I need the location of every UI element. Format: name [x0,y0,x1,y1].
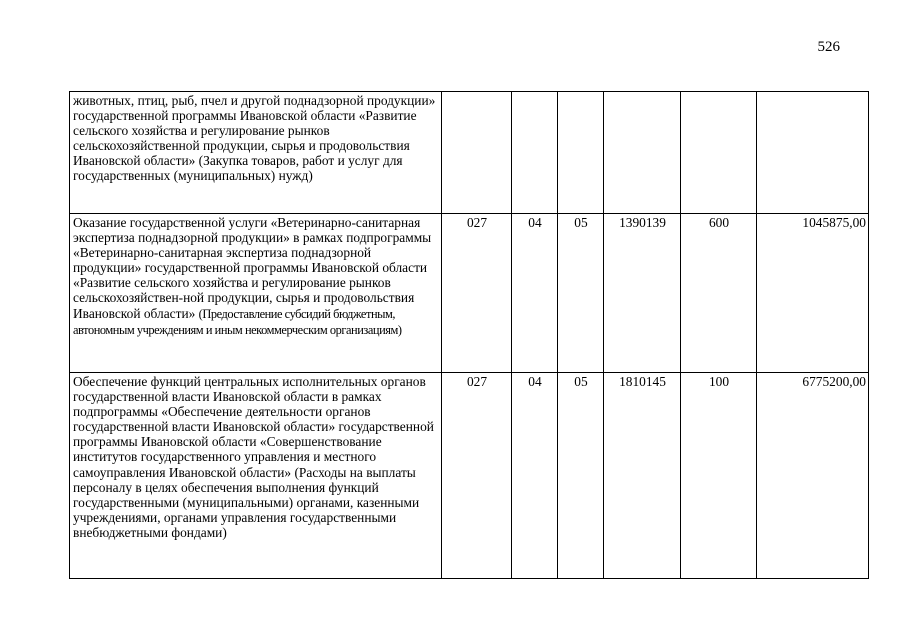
table-row [70,373,869,579]
description-note: (Предоставление субсидий бюджетным, автономным учреждениям и иным некоммерческим организациям) [73,306,402,337]
description-text: животных, птиц, рыб, пчел и другой поднадзорной продукции» государственной программы Ивановской области «Развитие сельского хозяйства и регулирование рынков сельскохозяйственной продукции, сырья и продовольствия Ивановской области» (Закупка товаров, работ и услуг для государственных (муниципальных) нужд) [73,93,436,184]
row-description [70,214,442,373]
table-row [70,92,869,214]
expense-type-cell: 100 [681,373,757,579]
section-code-cell: 04 [512,214,558,373]
expense-type-cell: 600 [681,214,757,373]
budget-table [69,91,869,579]
page-number: 526 [817,39,840,55]
row-description [70,373,442,579]
expense-type-cell [681,92,757,214]
row-description [70,92,442,214]
subsection-code-cell: 05 [558,373,604,579]
target-article-cell: 1390139 [604,214,681,373]
target-article-cell: 1810145 [604,373,681,579]
ministry-code-cell [442,92,512,214]
amount-cell: 6775200,00 [757,373,869,579]
table-row [70,214,869,373]
ministry-code-cell: 027 [442,214,512,373]
amount-cell [757,92,869,214]
description-text: Оказание государственной услуги «Ветеринарно-санитарная экспертиза поднадзорной продукции» в рамках подпрограммы «Ветеринарно-санитарная экспертиза поднадзорной продукции» государственной программы Ивановской области «Развитие сельского хозяйства и регулирование рынков сельскохозяйствен-ной продукции, сырья и продовольствия Ивановской области» [73,215,432,321]
amount-cell: 1045875,00 [757,214,869,373]
section-code-cell: 04 [512,373,558,579]
ministry-code-cell: 027 [442,373,512,579]
subsection-code-cell: 05 [558,214,604,373]
section-code-cell [512,92,558,214]
subsection-code-cell [558,92,604,214]
description-text: Обеспечение функций центральных исполнительных органов государственной власти Ивановской области в рамках подпрограммы «Обеспечение деятельности органов государственной власти Ивановской области» государственной программы Ивановской области «Совершенствование институтов государственного управления и местного самоуправления Ивановской области» (Расходы на выплаты персоналу в целях обеспечения выполнения функций государственными (муниципальными) органами, казенными учреждениями, органами управления государственными внебюджетными фондами) [73,374,434,540]
target-article-cell [604,92,681,214]
